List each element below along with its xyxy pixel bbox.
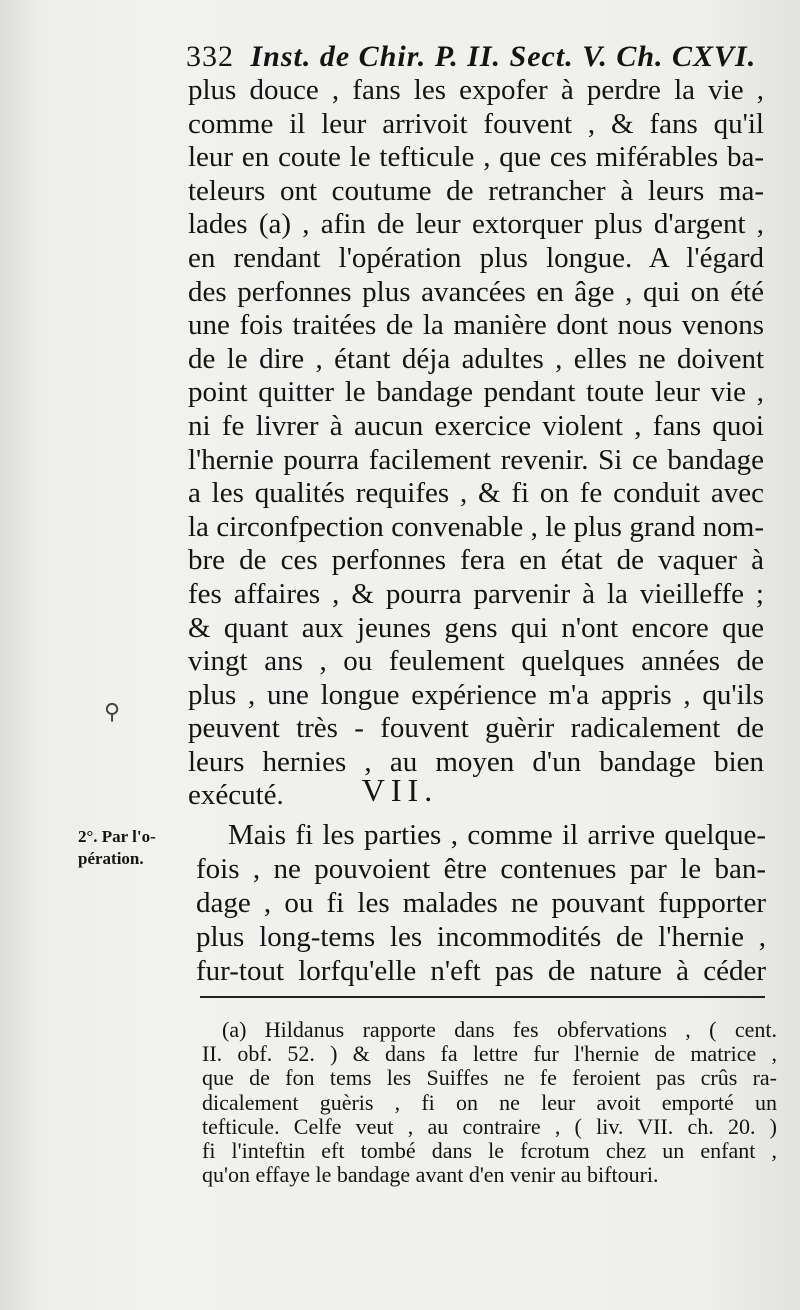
running-header bbox=[186, 40, 757, 74]
text-line: comme il leur arrivoit fouvent , & fans qu'il bbox=[188, 107, 764, 140]
text-line: l'hernie pourra facilement revenir. Si ce bandage bbox=[188, 443, 764, 476]
footnote-line: dicalement guèris , fi on ne leur avoit emporté un bbox=[202, 1089, 777, 1115]
text-line: leur en coute le tefticule , que ces miférables ba- bbox=[188, 141, 764, 174]
text-line: peuvent très - fouvent guèrir radicalement de bbox=[188, 712, 764, 745]
footnote-line: II. obf. 52. ) & dans fa lettre fur l'hernie de matrice , bbox=[202, 1041, 777, 1067]
margin-ink-mark: ⚲ bbox=[104, 700, 121, 725]
running-title: Inst. de Chir. P. II. Sect. V. Ch. CXVI. bbox=[250, 40, 757, 73]
text-line: des perfonnes plus avancées en âge , qui on été bbox=[188, 275, 764, 308]
text-line: teleurs ont coutume de retrancher à leurs ma- bbox=[188, 174, 764, 207]
footnote-line: fi l'inteftin eft tombé dans le fcrotum chez un enfant , bbox=[202, 1137, 777, 1163]
text-line: de le dire , étant déja adultes , elles ne doivent bbox=[188, 342, 764, 375]
footnote bbox=[202, 1018, 777, 1187]
footnote-line: que de fon tems les Suiffes ne fe feroient pas crûs ra- bbox=[202, 1065, 777, 1091]
text-line: Mais fi les parties , comme il arrive quelque- bbox=[228, 819, 766, 851]
text-line: fes affaires , & pourra parvenir à la vieilleffe ; bbox=[188, 577, 764, 610]
footnote-line: tefticule. Celfe veut , au contraire , ( liv. VII. ch. 20. ) bbox=[202, 1113, 777, 1139]
text-line: vingt ans , ou feulement quelques années de bbox=[188, 645, 764, 678]
footnote-line: qu'on effaye le bandage avant d'en venir au biftouri. bbox=[202, 1162, 659, 1188]
text-line: en rendant l'opération plus longue. A l'égard bbox=[188, 241, 764, 274]
text-line: plus , une longue expérience m'a appris , qu'ils bbox=[188, 678, 764, 711]
text-line: plus long-tems les incommodités de l'hernie , bbox=[196, 921, 766, 953]
text-line: ni fe livrer à aucun exercice violent , fans quoi bbox=[188, 409, 764, 442]
text-line: fur-tout lorfqu'elle n'eft pas de nature à céder bbox=[196, 955, 766, 987]
text-line: a les qualités requifes , & fi on fe conduit avec bbox=[188, 477, 764, 510]
text-line: point quitter le bandage pendant toute leur vie , bbox=[188, 376, 764, 409]
margin-note: 2°. Par l'o-pération. bbox=[78, 827, 156, 868]
text-line: leurs hernies , au moyen d'un bandage bien bbox=[188, 745, 764, 778]
text-line: dage , ou fi les malades ne pouvant fupporter bbox=[196, 887, 766, 919]
text-line: plus douce , fans les expofer à perdre la vie , bbox=[188, 74, 764, 106]
footnote-divider bbox=[200, 996, 765, 998]
text-line: lades (a) , afin de leur extorquer plus d'argent , bbox=[188, 208, 764, 241]
page-number: 332 bbox=[186, 40, 234, 73]
text-line: exécuté. bbox=[188, 779, 284, 812]
text-line: bre de ces perfonnes fera en état de vaquer à bbox=[188, 544, 764, 577]
text-line: & quant aux jeunes gens qui n'ont encore que bbox=[188, 611, 764, 644]
section-number: VII. bbox=[361, 772, 439, 808]
footnote-line: (a) Hildanus rapporte dans fes obfervations , ( cent. bbox=[222, 1017, 777, 1042]
section-text bbox=[196, 818, 766, 988]
text-line: une fois traitées de la manière dont nous venons bbox=[188, 309, 764, 342]
text-line: fois , ne pouvoient être contenues par le ban- bbox=[196, 853, 766, 885]
main-text bbox=[188, 74, 764, 813]
text-line: la circonfpection convenable , le plus grand nom- bbox=[188, 510, 764, 543]
